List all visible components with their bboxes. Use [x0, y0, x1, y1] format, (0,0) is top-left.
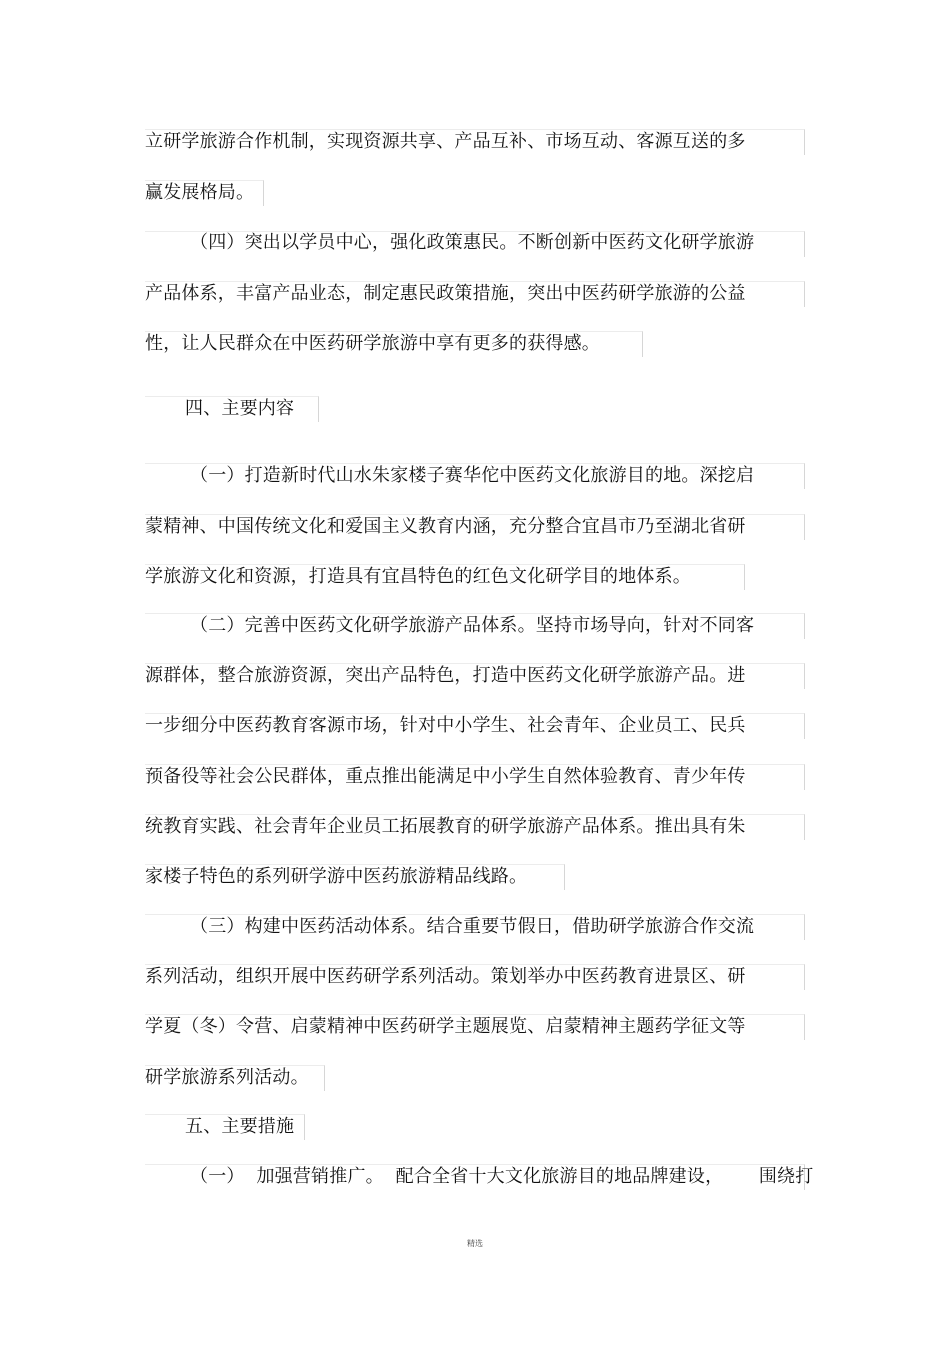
body-text-line: （二）完善中医药文化研学旅游产品体系。坚持市场导向，针对不同客 [190, 615, 755, 636]
body-text-line: 产品体系，丰富产品业态，制定惠民政策措施，突出中医药研学旅游的公益 [145, 283, 746, 304]
body-text-line: 预备役等社会公民群体，重点推出能满足中小学生自然体验教育、青少年传 [145, 766, 746, 787]
body-text-line: 学旅游文化和资源，打造具有宜昌特色的红色文化研学目的地体系。 [145, 566, 691, 587]
section-heading: 五、主要措施 [185, 1116, 295, 1137]
body-text-line: （一） 加强营销推广。 配合全省十大文化旅游目的地品牌建设， 围绕打 [190, 1166, 814, 1187]
body-text-line: （四）突出以学员中心，强化政策惠民。不断创新中医药文化研学旅游 [190, 232, 755, 253]
body-text-line: （三）构建中医药活动体系。结合重要节假日，借助研学旅游合作交流 [190, 916, 755, 937]
body-text-line: 统教育实践、社会青年企业员工拓展教育的研学旅游产品体系。推出具有朱 [145, 816, 746, 837]
body-text-line: （一）打造新时代山水朱家楼子赛华佗中医药文化旅游目的地。深挖启 [190, 465, 755, 486]
body-text-line: 系列活动，组织开展中医药研学系列活动。策划举办中医药教育进景区、研 [145, 966, 746, 987]
page-footer: 精选 [467, 1239, 483, 1248]
body-text-line: 性，让人民群众在中医药研学旅游中享有更多的获得感。 [145, 333, 600, 354]
body-text-line: 一步细分中医药教育客源市场，针对中小学生、社会青年、企业员工、民兵 [145, 715, 746, 736]
body-text-line: 源群体，整合旅游资源，突出产品特色，打造中医药文化研学旅游产品。进 [145, 665, 746, 686]
body-text-line: 家楼子特色的系列研学游中医药旅游精品线路。 [145, 866, 528, 887]
body-text-line: 学夏（冬）令营、启蒙精神中医药研学主题展览、启蒙精神主题药学征文等 [145, 1016, 746, 1037]
section-heading: 四、主要内容 [185, 398, 295, 419]
body-text-line: 蒙精神、中国传统文化和爱国主义教育内涵，充分整合宜昌市乃至湖北省研 [145, 516, 746, 537]
body-text-line: 研学旅游系列活动。 [145, 1067, 309, 1088]
body-text-line: 赢发展格局。 [145, 182, 255, 203]
body-text-line: 立研学旅游合作机制，实现资源共享、产品互补、市场互动、客源互送的多 [145, 131, 746, 152]
